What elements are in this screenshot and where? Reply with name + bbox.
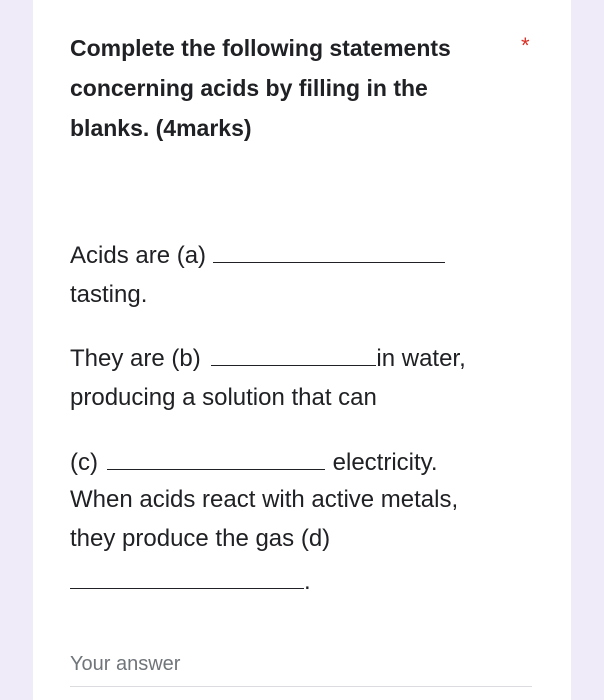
statement-c-suffix: electricity. — [332, 449, 438, 476]
statement-b — [70, 339, 540, 379]
blank-d — [70, 568, 304, 589]
answer-input[interactable] — [70, 646, 532, 687]
blank-a — [213, 242, 445, 263]
statement-c — [70, 443, 540, 483]
question-title: Complete the following statements concerning acids by filling in the blanks. (4marks) — [70, 35, 451, 141]
question-card — [33, 0, 571, 700]
statement-d — [70, 562, 540, 602]
answer-placeholder: Your answer — [70, 653, 181, 675]
statement-d-line2: they produce the gas (d) — [70, 525, 331, 552]
statement-a — [70, 236, 540, 276]
statement-d-line1: When acids react with active metals, — [70, 486, 459, 513]
blank-c — [107, 449, 325, 470]
statement-b-line2: producing a solution that can — [70, 384, 377, 411]
statement-b-suffix: in water, — [376, 345, 466, 372]
statement-a-prefix: Acids are (a) — [70, 242, 207, 269]
required-asterisk: * — [521, 33, 530, 58]
blank-b — [211, 345, 376, 366]
statement-b-prefix: They are (b) — [70, 345, 201, 372]
statement-d-suffix: . — [304, 568, 311, 595]
statement-a-suffix: tasting. — [70, 281, 148, 308]
statement-c-prefix: (c) — [70, 449, 98, 476]
